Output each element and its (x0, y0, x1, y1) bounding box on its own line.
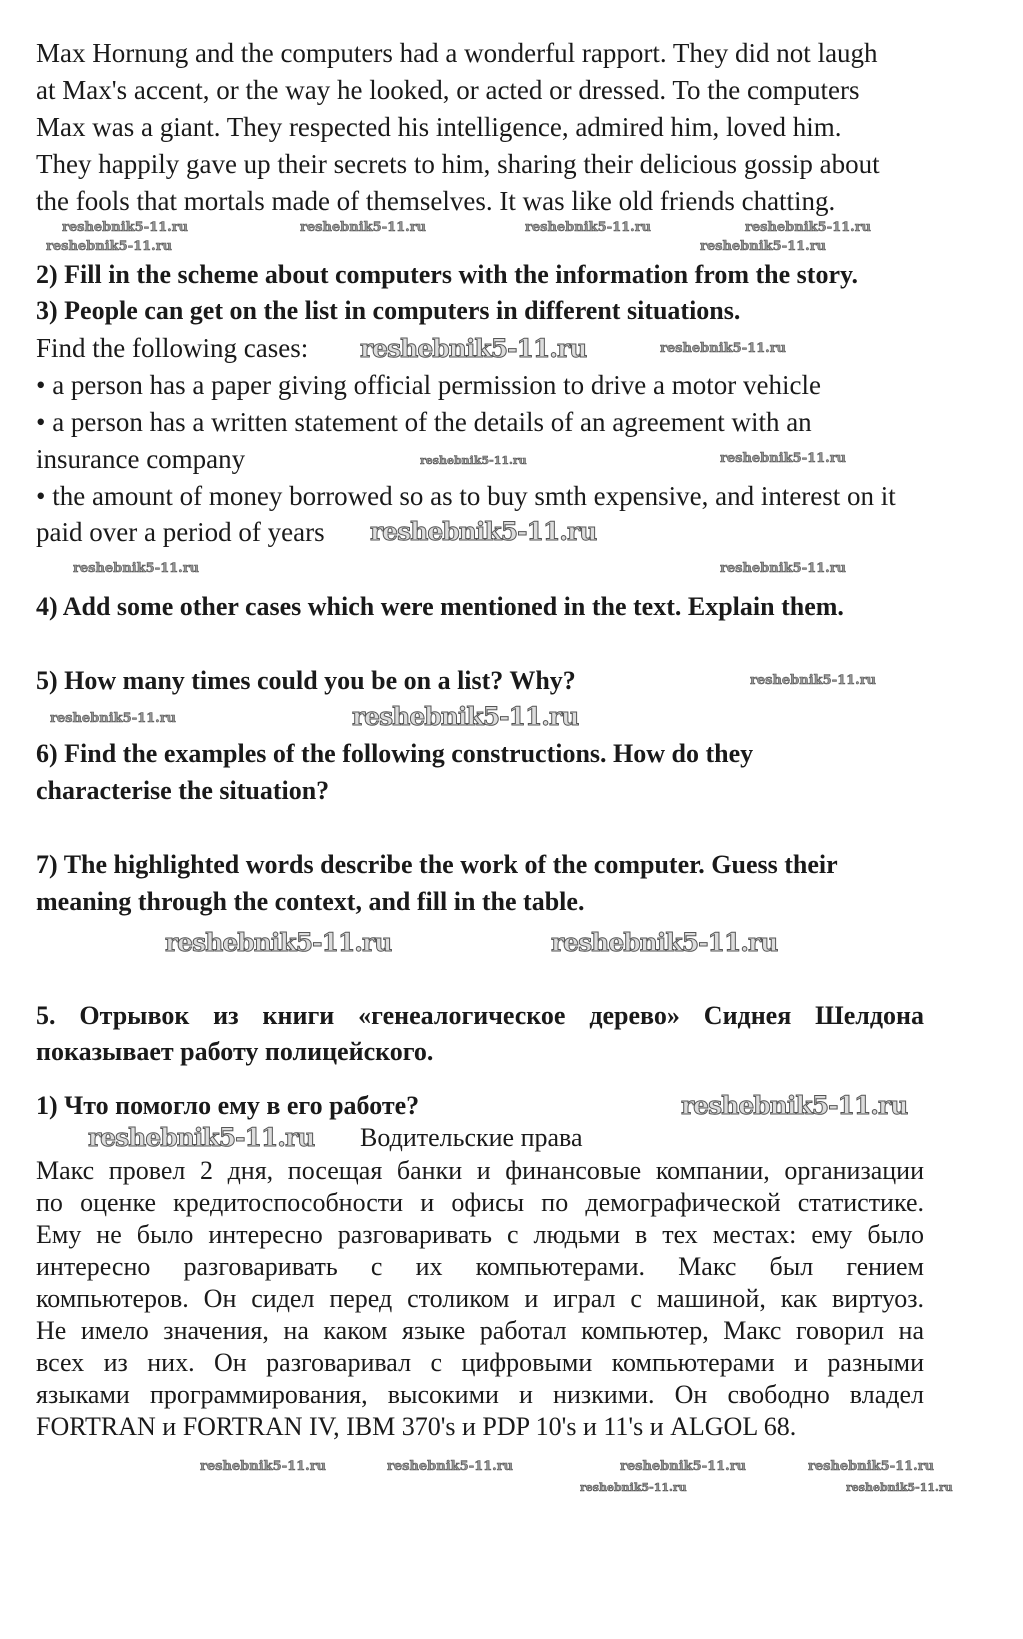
task-3-intro: Find the following cases: (36, 333, 309, 363)
section-5-title: 5. Отрывок из книги «генеалогическое дерево» Сиднея Шелдона (36, 1001, 924, 1030)
body-line: всех из них. Он разговаривал с цифровыми компьютерами и разными (36, 1348, 924, 1377)
watermark: reshebnik5-11.ru (660, 341, 787, 356)
task-3-bullet: • the amount of money borrowed so as to buy smth expensive, and interest on it (36, 481, 896, 511)
task-5-heading: 5) How many times could you be on a list? Why? (36, 666, 576, 695)
watermark: reshebnik5-11.ru (681, 1091, 908, 1120)
task-3-bullet-cont: insurance company (36, 444, 246, 474)
watermark: reshebnik5-11.ru (300, 220, 427, 235)
body-line: Не имело значения, на каком языке работал компьютер, Макс говорил на (36, 1316, 924, 1345)
watermark: reshebnik5-11.ru (525, 220, 652, 235)
task-6-heading-cont: characterise the situation? (36, 776, 330, 805)
watermark: reshebnik5-11.ru (846, 1481, 953, 1494)
watermark: reshebnik5-11.ru (50, 711, 177, 726)
watermark: reshebnik5-11.ru (62, 220, 189, 235)
watermark: reshebnik5-11.ru (750, 673, 877, 688)
task-2-heading: 2) Fill in the scheme about computers with the information from the story. (36, 260, 859, 289)
story-line: They happily gave up their secrets to him, sharing their delicious gossip about (36, 149, 880, 179)
body-line: по оценке кредитоспособности и офисы по демографической статистике. (36, 1188, 924, 1217)
story-line: Max was a giant. They respected his intelligence, admired him, loved him. (36, 112, 842, 142)
watermark: reshebnik5-11.ru (200, 1459, 327, 1474)
task-6-heading: 6) Find the examples of the following constructions. How do they (36, 739, 754, 768)
answer-text: Водительские права (360, 1123, 583, 1152)
watermark: reshebnik5-11.ru (808, 1459, 935, 1474)
watermark: reshebnik5-11.ru (46, 239, 173, 254)
body-line: Макс провел 2 дня, посещая банки и финансовые компании, организации (36, 1156, 924, 1185)
body-line: FORTRAN и FORTRAN IV, IBM 370's и PDP 10's и 11's и ALGOL 68. (36, 1412, 797, 1441)
watermark: reshebnik5-11.ru (720, 451, 847, 466)
section-5-title-cont: показывает работу полицейского. (36, 1037, 434, 1066)
task-7-heading-cont: meaning through the context, and fill in the table. (36, 887, 585, 916)
story-line: at Max's accent, or the way he looked, or acted or dressed. To the computers (36, 75, 860, 105)
watermark: reshebnik5-11.ru (700, 239, 827, 254)
watermark: reshebnik5-11.ru (360, 334, 587, 363)
watermark: reshebnik5-11.ru (73, 561, 200, 576)
task-3-heading: 3) People can get on the list in computers in different situations. (36, 296, 741, 325)
watermark: reshebnik5-11.ru (580, 1481, 687, 1494)
watermark: reshebnik5-11.ru (370, 517, 597, 546)
watermark: reshebnik5-11.ru (720, 561, 847, 576)
task-3-bullet: • a person has a paper giving official permission to drive a motor vehicle (36, 370, 821, 400)
task-7-heading: 7) The highlighted words describe the work of the computer. Guess their (36, 850, 838, 879)
watermark: reshebnik5-11.ru (745, 220, 872, 235)
body-line: языками программирования, высокими и низкими. Он свободно владел (36, 1380, 924, 1409)
watermark: reshebnik5-11.ru (551, 928, 778, 957)
watermark: reshebnik5-11.ru (387, 1459, 514, 1474)
watermark: reshebnik5-11.ru (88, 1123, 315, 1152)
section-5-question-1: 1) Что помогло ему в его работе? (36, 1091, 420, 1120)
watermark: reshebnik5-11.ru (165, 928, 392, 957)
body-line: интересно разговаривать с их компьютерами. Макс был гением (36, 1252, 924, 1281)
story-line: Max Hornung and the computers had a wonderful rapport. They did not laugh (36, 38, 878, 68)
watermark: reshebnik5-11.ru (620, 1459, 747, 1474)
body-line: компьютеров. Он сидел перед столиком и играл с машиной, как виртуоз. (36, 1284, 924, 1313)
watermark: reshebnik5-11.ru (420, 454, 527, 467)
task-3-bullet-cont: paid over a period of years (36, 517, 325, 547)
story-line: the fools that mortals made of themselves. It was like old friends chatting. (36, 186, 836, 216)
body-line: Ему не было интересно разговаривать с людьми в тех местах: ему было (36, 1220, 924, 1249)
watermark: reshebnik5-11.ru (352, 702, 579, 731)
task-3-bullet: • a person has a written statement of the details of an agreement with an (36, 407, 812, 437)
task-4-heading: 4) Add some other cases which were mentioned in the text. Explain them. (36, 592, 844, 621)
